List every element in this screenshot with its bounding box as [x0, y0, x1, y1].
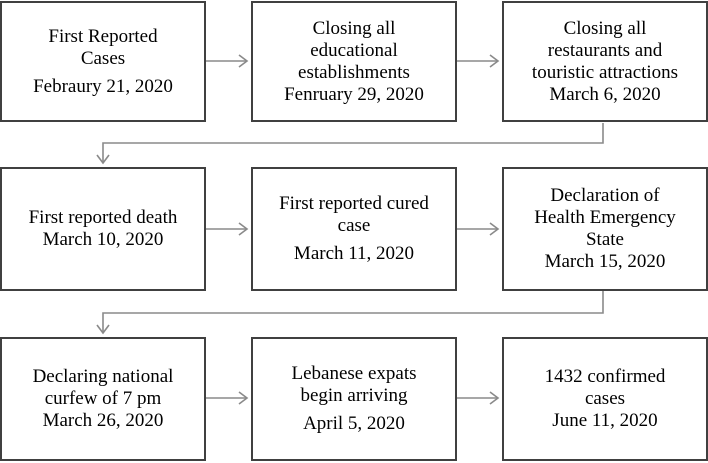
arrow-4-to-5: [206, 223, 247, 235]
event-date: Febraury 21, 2020: [33, 75, 173, 97]
arrow-1-to-2: [206, 55, 247, 67]
event-date: June 11, 2020: [552, 410, 658, 431]
event-title-line: 1432 confirmed: [544, 366, 666, 387]
arrow-2-to-3: [457, 55, 498, 67]
event-title-line: begin arriving: [300, 385, 408, 406]
event-title-line: Declaring national: [32, 366, 174, 387]
arrow-7-to-8: [206, 392, 247, 404]
event-title-line: Health Emergency: [534, 207, 676, 228]
event-box-expats-arriving: [251, 337, 457, 461]
event-title-line: restaurants and: [547, 39, 663, 61]
event-box-closing-restaurants: [502, 1, 708, 122]
event-box-first-reported-cases: [0, 1, 206, 122]
event-date: March 6, 2020: [549, 83, 661, 105]
event-title-line: Closing all: [563, 17, 647, 39]
event-title-line: case: [337, 215, 371, 236]
event-title-line: State: [585, 229, 624, 250]
event-title-line: curfew of 7 pm: [44, 388, 162, 409]
event-date: March 15, 2020: [544, 251, 666, 272]
event-title-line: cases: [584, 388, 626, 409]
arrow-8-to-9: [457, 392, 498, 404]
event-box-first-cured: [251, 167, 457, 291]
arrow-6-to-7: [97, 291, 603, 333]
event-title-line: educational: [310, 39, 398, 61]
event-title-line: touristic attractions: [531, 61, 679, 83]
arrow-3-to-4: [97, 123, 603, 163]
event-date: March 10, 2020: [42, 229, 164, 250]
event-box-health-emergency: [502, 167, 708, 291]
event-title-line: First reported cured: [279, 193, 429, 214]
event-date: Fenruary 29, 2020: [284, 83, 424, 105]
event-date: March 26, 2020: [42, 410, 164, 431]
event-title-line: First reported death: [28, 207, 178, 228]
event-title-line: Cases: [80, 47, 126, 69]
event-title-line: Lebanese expats: [291, 363, 417, 384]
event-title-line: Closing all: [312, 17, 396, 39]
arrow-5-to-6: [457, 223, 498, 235]
event-title-line: establishments: [298, 61, 410, 83]
event-box-first-death: [0, 167, 206, 291]
event-box-closing-educational: [251, 1, 457, 122]
event-title-line: Declaration of: [550, 185, 660, 206]
event-title-line: First Reported: [48, 25, 158, 47]
event-date: April 5, 2020: [303, 413, 405, 434]
event-box-national-curfew: [0, 337, 206, 461]
event-box-confirmed-cases: [502, 337, 708, 461]
event-date: March 11, 2020: [293, 243, 415, 264]
